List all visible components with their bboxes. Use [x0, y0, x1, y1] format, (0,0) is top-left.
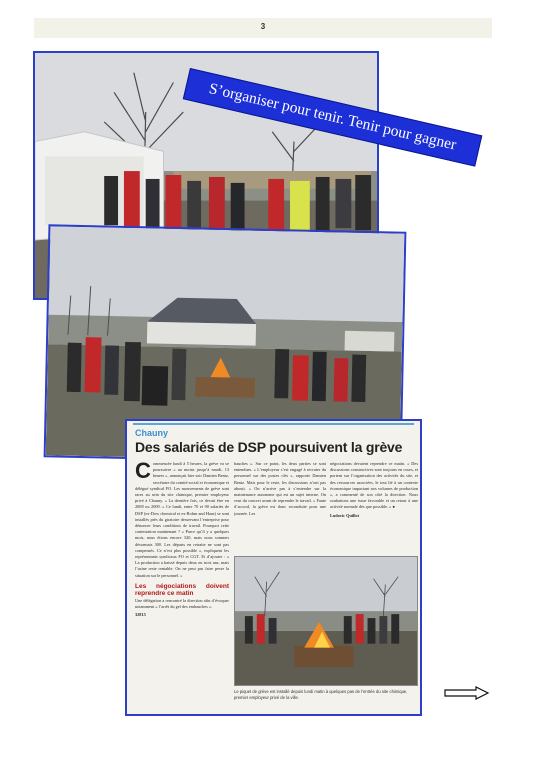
- slogan-banner: S’organiser pour tenir. Tenir pour gagner: [183, 68, 483, 167]
- article-photo-image: [235, 557, 417, 685]
- article-dropcap: C: [135, 458, 151, 483]
- page-number: 3: [260, 22, 266, 31]
- article-column-1-text: ommencée lundi à 5 heures, la grève va se poursuivre « au moins jusqu’à mardi, 13 heures », annonçait hier soir Damien Bentz, secrétaire du comité social et économique et délégué syndical FO. Les mouvements de grève sont rares au sein du site chimique, premier employeur privé à Chauny. « La dernière fois, ce devait être en 2008 ou 2009. » Ce lundi, entre 70 et 90 salariés de DSP (ex-Dow chemical et ex-Rohm and Haas) se sont installés près du giratoire desservant l’entreprise pour dénoncer leurs conditions de travail. Pourquoi cette contestation maintenant ? « Parce qu’il y a quelques mois, nous étions encore 320, mais nous sommes désormais 300. Les départs en retraite ne sont pas compensés. Ce n’est plus possible », expliquent les représentants syndicaux FO et CGT. Et d’ajouter : « La production a baissé depuis deux ou trois ans, mais l’usine reste rentable. On ne peut pas faire peser la situation sur le personnel. »: [135, 461, 230, 578]
- article-column-2-text: bauches ». Sur ce point, les deux parties se sont entendues. « L’employeur s’est engagé à recruter du personnel sur des postes clés », rapporte Damien Bentz. Mais pour le reste, les discussions n’ont pas abouti. « On n’arrive pas à s’entendre sur la maintenance autonome qui est un sujet interne. On veut du concret avant de reprendre le travail. » Faute d’accord, la grève est donc reconduite pour une journée. Les: [234, 461, 326, 516]
- page-header-bar: [34, 18, 492, 38]
- article-photo: [234, 556, 418, 686]
- article-column-3-text: négociations devaient reprendre ce matin. « Des discussions constructives sont toujours en cours, et portent sur l’organisation des activités du site, et des ressources associées, le tout lié à un contexte économique impactant nos volumes de production », a commenté de son côté la direction. Nous souhaitons une issue favorable et un retour à une activité normale dès que possible. » ●: [330, 461, 418, 510]
- clipping-top-rule: [133, 423, 414, 425]
- article-photo-caption: Le piquet de grève est installé depuis lundi matin à quelques pas de l’entrée du site chimique, premier employeur privé de la ville.: [234, 689, 408, 700]
- double-arrow-right-icon: [444, 686, 490, 700]
- article-subhead: Les négociations doivent reprendre ce matin: [135, 582, 229, 597]
- article-byline-code: 32815: [135, 612, 146, 618]
- article-column-3: [330, 461, 418, 553]
- article-column-1: [135, 458, 230, 618]
- article-column-1-tail: Une délégation a rencontré la direction afin d’évoquer notamment « l’arrêt du gel des embauches ».: [135, 597, 229, 610]
- article-column-2: [234, 461, 326, 561]
- article-kicker: Chauny: [135, 428, 169, 438]
- newspaper-clipping: [125, 419, 422, 716]
- article-headline: Des salariés de DSP poursuivent la grève: [135, 439, 403, 455]
- article-signature: Ludovic Quillot: [330, 512, 360, 518]
